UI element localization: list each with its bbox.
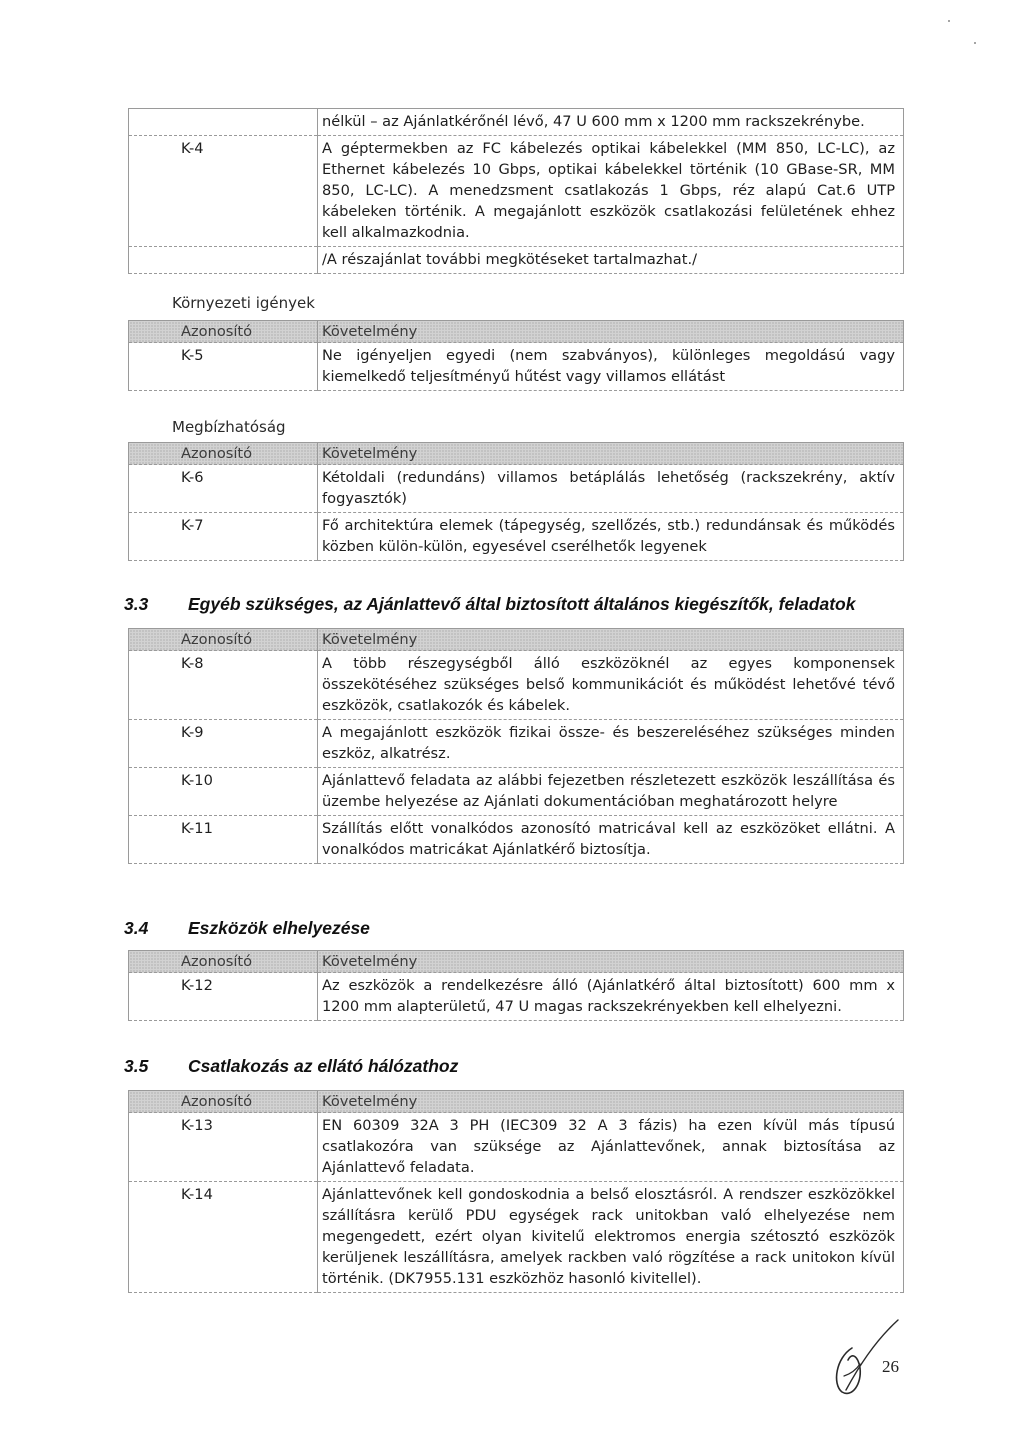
requirement-text: A megajánlott eszközök fizikai össze- és beszereléséhez szükséges minden eszköz, alkatrész. bbox=[318, 720, 904, 768]
requirements-table-3-4 bbox=[128, 950, 904, 1021]
column-header-id: Azonosító bbox=[129, 443, 318, 465]
requirement-id: K-4 bbox=[129, 136, 318, 247]
table-row bbox=[129, 816, 904, 864]
requirement-text: A több részegységből álló eszközöknél az egyes komponensek összekötéséhez szükséges belső kommunikációt és működést lehetővé tévő eszközök, csatlakozók és kábelek. bbox=[318, 651, 904, 720]
requirement-id: K-7 bbox=[129, 513, 318, 561]
requirement-id: K-12 bbox=[129, 973, 318, 1021]
requirement-text: A géptermekben az FC kábelezés optikai kábelekkel (MM 850, LC-LC), az Ethernet kábelezés 10 Gbps, optikai kábelekkel történik (10 GBase-SR, MM 850, LC-LC). A menedzsment csatlakozás 1 Gbps, réz alapú Cat.6 UTP kábeleken történik. A megajánlott eszközök csatlakozási felületének ehhez kell alkalmazkodnia. bbox=[318, 136, 904, 247]
table-row bbox=[129, 768, 904, 816]
table-row bbox=[129, 109, 904, 136]
table-header-row bbox=[129, 951, 904, 973]
requirement-text: /A részajánlat további megkötéseket tartalmazhat./ bbox=[318, 247, 904, 274]
table-header-row bbox=[129, 1091, 904, 1113]
table-header-row bbox=[129, 443, 904, 465]
column-header-id: Azonosító bbox=[129, 629, 318, 651]
table-row bbox=[129, 136, 904, 247]
section-heading-3-3 bbox=[124, 594, 855, 615]
section-number: 3.5 bbox=[124, 1056, 149, 1076]
requirement-id: K-9 bbox=[129, 720, 318, 768]
table-header-row bbox=[129, 629, 904, 651]
requirement-text: Ajánlattevő feladata az alábbi fejezetben részletezett eszközök leszállítása és üzembe helyezése az Ajánlati dokumentációban meghatározott helyre bbox=[318, 768, 904, 816]
requirement-text: Ajánlattevőnek kell gondoskodnia a belső elosztásról. A rendszer eszközökkel szállításra kerülő PDU egységek rack unitokban való elhelyezése nem megengedett, ezért olyan kivitelű elektromos energia szétosztó eszközök kerüljenek leszállításra, amelyek rackben való rögzítése a rack unitokon kívül történik. (DK7955.131 eszközhöz hasonló kivitellel). bbox=[318, 1182, 904, 1293]
table-row bbox=[129, 651, 904, 720]
table-row bbox=[129, 1182, 904, 1293]
column-header-requirement: Követelmény bbox=[318, 443, 904, 465]
requirement-id bbox=[129, 247, 318, 274]
requirement-id: K-8 bbox=[129, 651, 318, 720]
requirements-table-3-5 bbox=[128, 1090, 904, 1293]
section-label-megbizhatosag: Megbízhatóság bbox=[172, 418, 286, 436]
section-title: Eszközök elhelyezése bbox=[188, 918, 370, 938]
column-header-requirement: Követelmény bbox=[318, 321, 904, 343]
column-header-id: Azonosító bbox=[129, 951, 318, 973]
requirement-id bbox=[129, 109, 318, 136]
section-heading-3-5 bbox=[124, 1056, 458, 1077]
scan-speck bbox=[974, 42, 976, 44]
requirement-text: Kétoldali (redundáns) villamos betáplálás lehetőség (rackszekrény, aktív fogyasztók) bbox=[318, 465, 904, 513]
requirement-id: K-14 bbox=[129, 1182, 318, 1293]
page-number: 26 bbox=[882, 1357, 899, 1376]
section-title: Egyéb szükséges, az Ajánlattevő által biztosított általános kiegészítők, feladatok bbox=[188, 594, 856, 614]
column-header-requirement: Követelmény bbox=[318, 1091, 904, 1113]
column-header-requirement: Követelmény bbox=[318, 629, 904, 651]
requirement-text: nélkül – az Ajánlatkérőnél lévő, 47 U 600 mm x 1200 mm rackszekrénybe. bbox=[318, 109, 904, 136]
requirement-id: K-10 bbox=[129, 768, 318, 816]
table-row bbox=[129, 513, 904, 561]
section-number: 3.4 bbox=[124, 918, 149, 938]
requirements-table-3-3 bbox=[128, 628, 904, 864]
section-heading-3-4 bbox=[124, 918, 370, 939]
requirement-id: K-13 bbox=[129, 1113, 318, 1182]
requirement-text: Ne igényeljen egyedi (nem szabványos), különleges megoldású vagy kiemelkedő teljesítményű hűtést vagy villamos ellátást bbox=[318, 343, 904, 391]
table-row bbox=[129, 973, 904, 1021]
column-header-id: Azonosító bbox=[129, 1091, 318, 1113]
table-row bbox=[129, 720, 904, 768]
requirements-table-k4 bbox=[128, 108, 904, 274]
requirement-id: K-6 bbox=[129, 465, 318, 513]
requirement-id: K-5 bbox=[129, 343, 318, 391]
column-header-requirement: Követelmény bbox=[318, 951, 904, 973]
section-title: Csatlakozás az ellátó hálózathoz bbox=[188, 1056, 459, 1076]
section-number: 3.3 bbox=[124, 594, 149, 614]
column-header-id: Azonosító bbox=[129, 321, 318, 343]
scan-speck bbox=[948, 20, 950, 22]
requirements-table-kornyezeti bbox=[128, 320, 904, 391]
requirement-text: EN 60309 32A 3 PH (IEC309 32 A 3 fázis) ha ezen kívül más típusú csatlakozóra van szüksége az Ajánlattevőnek, annak biztosítása az Ajánlattevő feladata. bbox=[318, 1113, 904, 1182]
table-row bbox=[129, 247, 904, 274]
requirement-id: K-11 bbox=[129, 816, 318, 864]
requirement-text: Fő architektúra elemek (tápegység, szellőzés, stb.) redundánsak és működés közben külön-külön, egyesével cserélhetők legyenek bbox=[318, 513, 904, 561]
table-header-row bbox=[129, 321, 904, 343]
table-row bbox=[129, 1113, 904, 1182]
requirement-text: Szállítás előtt vonalkódos azonosító matricával kell az eszközöket ellátni. A vonalkódos matricákat Ajánlatkérő biztosítja. bbox=[318, 816, 904, 864]
section-label-kornyezeti: Környezeti igények bbox=[172, 294, 315, 312]
requirement-text: Az eszközök a rendelkezésre álló (Ajánlatkérő által biztosított) 600 mm x 1200 mm alapterületű, 47 U magas rackszekrényekben kell elhelyezni. bbox=[318, 973, 904, 1021]
requirements-table-megbizhatosag bbox=[128, 442, 904, 561]
table-row bbox=[129, 465, 904, 513]
table-row bbox=[129, 343, 904, 391]
